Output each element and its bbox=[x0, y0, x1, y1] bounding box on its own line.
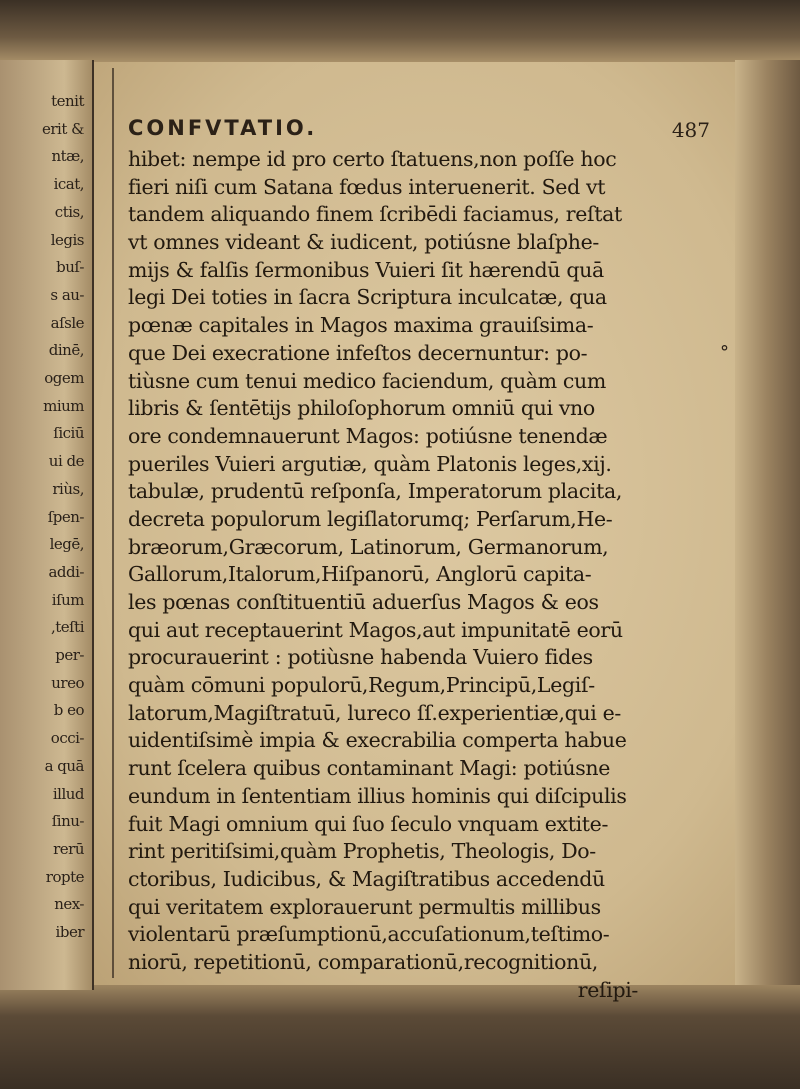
left-page-fragment: ſinu- bbox=[51, 812, 84, 831]
left-page-fragment: ui de bbox=[48, 452, 84, 471]
text-line: mijs & falſis ſermonibus Vuieri ſit hærendū quā bbox=[128, 257, 604, 282]
left-page-fragment: a quā bbox=[44, 756, 84, 775]
left-page-fragment: legē, bbox=[49, 535, 84, 554]
left-page-fragment: illud bbox=[52, 784, 84, 803]
text-line: tandem aliquando finem ſcribēdi faciamus, reſtat bbox=[128, 202, 622, 227]
left-page-fragment: addi- bbox=[48, 562, 84, 581]
running-header bbox=[128, 108, 728, 142]
left-page-fragment: tenit bbox=[51, 92, 84, 110]
text-line: procurauerint : potiùsne habenda Vuiero fides bbox=[128, 645, 593, 670]
page-text bbox=[128, 146, 728, 977]
gutter-rule bbox=[112, 68, 114, 978]
text-line: libris & ſentētijs philoſophorum omniū qui vno bbox=[128, 396, 595, 421]
left-page-fragment: per- bbox=[55, 646, 84, 664]
left-page-fragment: ſiciū bbox=[53, 424, 84, 443]
text-line: hibet: nempe id pro certo ſtatuens,non poſſe hoc bbox=[128, 147, 617, 171]
left-page-fragment: rerū bbox=[53, 839, 84, 858]
left-page-fragment: dinē, bbox=[48, 341, 84, 360]
text-line: decreta populorum legiſlatorumq; Perſarum,He- bbox=[128, 506, 613, 531]
left-page-fragment: ogem bbox=[44, 369, 84, 387]
text-line: fuit Magi omnium qui ſuo ſeculo vnquam extite- bbox=[128, 811, 609, 836]
left-page-fragment: ropte bbox=[45, 867, 84, 886]
left-page-fragment: b eo bbox=[53, 701, 84, 720]
text-line: violentarū præſumptionū,accuſationum,teſtimo- bbox=[128, 922, 610, 947]
left-page-fragment: aſsle bbox=[50, 313, 84, 332]
text-line: runt ſcelera quibus contaminant Magi: potiúsne bbox=[128, 756, 611, 781]
text-line: niorū, repetitionū, comparationū,recognitionū, bbox=[128, 949, 598, 974]
text-line: bræorum,Græcorum, Latinorum, Germanorum, bbox=[128, 534, 609, 559]
text-line: pueriles Vuieri argutiæ, quàm Platonis leges,xij. bbox=[128, 451, 612, 476]
text-line: latorum,Magiſtratuū, lureco ſſ.experientiæ,qui e- bbox=[128, 700, 621, 725]
text-line: uidentiſsimè impia & execrabilia comperta habue bbox=[128, 728, 627, 753]
text-line: Gallorum,Italorum,Hiſpanorū, Anglorū capita- bbox=[128, 562, 592, 587]
text-line: qui aut receptauerint Magos,aut impunitatē eorū bbox=[128, 617, 623, 642]
text-line: tiùsne cum tenui medico faciendum, quàm cum bbox=[128, 368, 607, 393]
text-line: rint peritiſsimi,quàm Prophetis, Theologis, Do- bbox=[128, 839, 596, 864]
text-line: qui veritatem explorauerunt permultis millibus bbox=[128, 894, 601, 919]
running-title: CONFVTATIO. bbox=[128, 116, 318, 140]
left-page-fragment: ,teſti bbox=[50, 618, 84, 637]
text-line: ore condemnauerunt Magos: potiúsne tenendæ bbox=[128, 423, 608, 448]
left-page-fragment: riùs, bbox=[52, 479, 84, 498]
left-page-fragment: ctis, bbox=[54, 202, 84, 221]
left-page-fragment: mium bbox=[43, 396, 84, 415]
text-line: eundum in ſententiam illius hominis qui diſcipulis bbox=[128, 783, 627, 808]
text-line: tabulæ, prudentū reſponſa, Imperatorum placita, bbox=[128, 479, 623, 504]
top-scan-edge bbox=[0, 0, 800, 62]
left-page-fragment: ntæ, bbox=[51, 147, 84, 166]
text-line: les pœnas conſtituentiū aduerſus Magos & eos bbox=[128, 590, 599, 614]
catchword: reſipi- bbox=[577, 977, 638, 1002]
left-page-fragment: nex- bbox=[54, 895, 84, 914]
text-line: vt omnes videant & iudicent, potiúsne blaſphe- bbox=[128, 230, 599, 255]
left-page-fragment: ſpen- bbox=[47, 507, 84, 526]
left-page-fragment: erit & bbox=[42, 119, 84, 138]
text-line: fieri niſi cum Satana fœdus interuenerit. Sed vt bbox=[128, 174, 606, 199]
left-page-fragment: legis bbox=[50, 230, 84, 249]
text-line: que Dei execratione infeſtos decernuntur: po- bbox=[128, 340, 588, 365]
left-page-fragment: ureo bbox=[51, 673, 84, 692]
book-page bbox=[128, 108, 728, 1004]
margin-mark: ° bbox=[720, 342, 729, 363]
text-line: ctoribus, Iudicibus, & Magiſtratibus accedendū bbox=[128, 866, 605, 891]
left-page-fragment: iber bbox=[55, 923, 84, 941]
left-neighbour-page bbox=[0, 60, 94, 990]
left-page-fragment: iſum bbox=[51, 590, 84, 609]
left-page-fragment: icat, bbox=[53, 175, 84, 194]
text-line: quàm cōmuni populorū,Regum,Principū,Legiſ- bbox=[128, 673, 595, 698]
text-line: legi Dei toties in ſacra Scriptura inculcatæ, qua bbox=[128, 285, 607, 310]
left-page-fragment: s au- bbox=[50, 285, 84, 304]
left-page-fragment: buſ- bbox=[56, 258, 84, 277]
page-number: 487 bbox=[671, 118, 710, 142]
right-page-edge bbox=[735, 60, 800, 990]
left-page-fragment: occi- bbox=[50, 729, 84, 748]
text-line: pœnæ capitales in Magos maxima grauiſsima- bbox=[128, 313, 594, 338]
